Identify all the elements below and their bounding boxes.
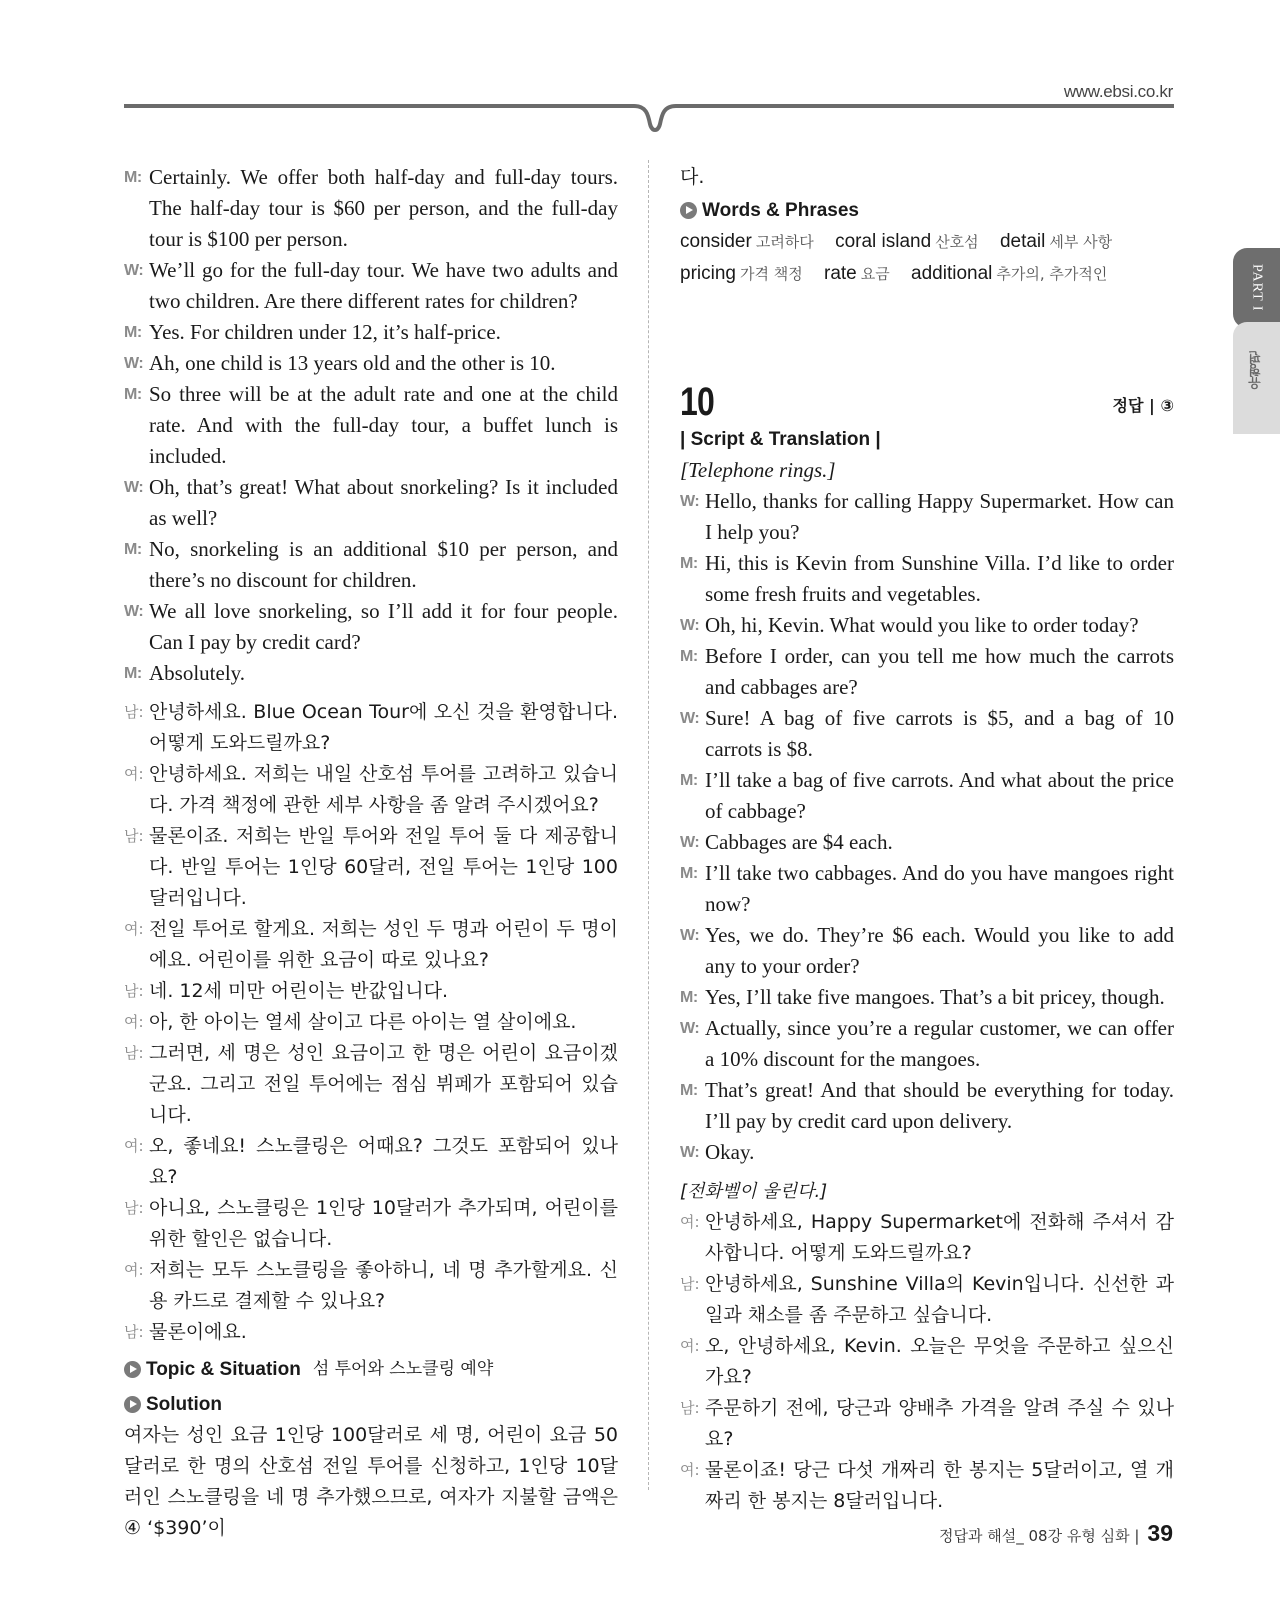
dialogue-turn: 남: 안녕하세요. Blue Ocean Tour에 오신 것을 환영합니다. 어떻게 도와드릴까요? (124, 701, 618, 754)
english-script (680, 486, 1174, 1168)
question-number: 10 (680, 380, 714, 424)
dialogue-turn: W: Okay. (680, 1140, 755, 1164)
dialogue-turn: M: So three will be at the adult rate and one at the child rate. And with the full-day tour, a buffet lunch is included. (124, 382, 618, 468)
site-url: www.ebsi.co.kr (1063, 82, 1173, 101)
side-tab-part[interactable]: PART I (1233, 248, 1280, 328)
dialogue-turn: 남: 주문하기 전에, 당근과 양배추 가격을 알려 주실 수 있나요? (680, 1397, 1174, 1450)
right-column (680, 162, 1174, 1517)
header-divider (124, 100, 1174, 140)
dialogue-turn: 남: 네. 12세 미만 어린이는 반값입니다. (124, 980, 449, 1002)
stage-direction: [Telephone rings.] (680, 458, 836, 482)
dialogue-turn: M: Certainly. We offer both half-day and full-day tours. The half-day tour is $60 per person, and the full-day tour is $100 per person. (124, 165, 618, 251)
solution-continuation: 다. (680, 166, 705, 188)
korean-translation (124, 697, 618, 1348)
stage-direction-ko: [전화벨이 울린다.] (680, 1181, 828, 1202)
topic-situation: Topic & Situation 섬 투어와 스노클링 예약 (124, 1354, 618, 1385)
dialogue-turn: 남: 안녕하세요, Sunshine Villa의 Kevin입니다. 신선한 과일과 채소를 좀 주문하고 싶습니다. (680, 1273, 1174, 1326)
dialogue-turn: 남: 아니요, 스노클링은 1인당 10달러가 추가되며, 어린이를 위한 할인은 없습니다. (124, 1197, 618, 1250)
answer-label: 정답 | ③ (1112, 396, 1174, 415)
dialogue-turn: W: Hello, thanks for calling Happy Supermarket. How can I help you? (680, 489, 1174, 544)
dialogue-turn: M: Absolutely. (124, 661, 246, 685)
korean-translation (680, 1207, 1174, 1517)
column-divider (648, 160, 649, 1490)
side-tabs (1233, 248, 1280, 434)
page-footer (939, 1520, 1173, 1547)
play-bullet-icon (124, 1396, 141, 1413)
dialogue-turn: M: Hi, this is Kevin from Sunshine Villa. I’d like to order some fresh fruits and vegetables. (680, 551, 1174, 606)
dialogue-turn: W: Actually, since you’re a regular customer, we can offer a 10% discount for the mangoes. (680, 1016, 1174, 1071)
dialogue-turn: 남: 그러면, 세 명은 성인 요금이고 한 명은 어린이 요금이겠군요. 그리고 전일 투어에는 점심 뷔페가 포함되어 있습니다. (124, 1042, 618, 1126)
dialogue-turn: M: I’ll take two cabbages. And do you have mangoes right now? (680, 861, 1174, 916)
left-column (124, 162, 618, 1544)
english-script (124, 162, 618, 689)
dialogue-turn: 여: 안녕하세요, Happy Supermarket에 전화해 주셔서 감사합니다. 어떻게 도와드릴까요? (680, 1211, 1174, 1264)
dialogue-turn: W: We’ll go for the full-day tour. We have two adults and two children. Are there different rates for children? (124, 258, 618, 313)
page-number: 39 (1147, 1520, 1173, 1546)
dialogue-turn: M: That’s great! And that should be everything for today. I’ll pay by credit card upon delivery. (680, 1078, 1174, 1133)
dialogue-turn: 여: 저희는 모두 스노클링을 좋아하니, 네 명 추가할게요. 신용 카드로 결제할 수 있나요? (124, 1259, 618, 1312)
dialogue-turn: 여: 안녕하세요. 저희는 내일 산호섬 투어를 고려하고 있습니다. 가격 책정에 관한 세부 사항을 좀 알려 주시겠어요? (124, 763, 618, 816)
side-tab-type[interactable]: 유형편 (1233, 322, 1280, 434)
dialogue-turn: M: Yes, I’ll take five mangoes. That’s a bit pricey, though. (680, 985, 1165, 1009)
dialogue-turn: W: Ah, one child is 13 years old and the other is 10. (124, 351, 556, 375)
dialogue-turn: 여: 아, 한 아이는 열세 살이고 다른 아이는 열 살이에요. (124, 1011, 577, 1033)
dialogue-turn: 여: 오, 안녕하세요, Kevin. 오늘은 무엇을 주문하고 싶으신가요? (680, 1335, 1174, 1388)
dialogue-turn: M: Before I order, can you tell me how much the carrots and cabbages are? (680, 644, 1174, 699)
dialogue-turn: M: I’ll take a bag of five carrots. And what about the price of cabbage? (680, 768, 1174, 823)
dialogue-turn: W: We all love snorkeling, so I’ll add it for four people. Can I pay by credit card? (124, 599, 618, 654)
dialogue-turn: M: Yes. For children under 12, it’s half-price. (124, 320, 501, 344)
dialogue-turn: W: Oh, that’s great! What about snorkeling? Is it included as well? (124, 475, 618, 530)
dialogue-turn: W: Sure! A bag of five carrots is $5, and a bag of 10 carrots is $8. (680, 706, 1174, 761)
solution-heading: Solution (124, 1389, 618, 1420)
vocabulary-list: consider 고려하다 coral island 산호섬 detail 세부 사항 pricing 가격 책정 rate 요금 additional 추가의, 추가적인 (680, 231, 1113, 284)
play-bullet-icon (680, 202, 697, 219)
dialogue-turn: W: Yes, we do. They’re $6 each. Would you like to add any to your order? (680, 923, 1174, 978)
dialogue-turn: W: Oh, hi, Kevin. What would you like to order today? (680, 613, 1139, 637)
dialogue-turn: 여: 물론이죠! 당근 다섯 개짜리 한 봉지는 5달러이고, 열 개짜리 한 봉지는 8달러입니다. (680, 1459, 1174, 1512)
dialogue-turn: 여: 오, 좋네요! 스노클링은 어때요? 그것도 포함되어 있나요? (124, 1135, 618, 1188)
play-bullet-icon (124, 1361, 141, 1378)
dialogue-turn: 남: 물론이죠. 저희는 반일 투어와 전일 투어 둘 다 제공합니다. 반일 투어는 1인당 60달러, 전일 투어는 1인당 100달러입니다. (124, 825, 618, 909)
dialogue-turn: W: Cabbages are $4 each. (680, 830, 893, 854)
question-header (680, 380, 1174, 424)
dialogue-turn: 여: 전일 투어로 할게요. 저희는 성인 두 명과 어린이 두 명이에요. 어린이를 위한 요금이 따로 있나요? (124, 918, 618, 971)
script-heading: | Script & Translation | (680, 429, 881, 450)
solution-text: 여자는 성인 요금 1인당 100달러로 세 명, 어린이 요금 50달러로 한 명의 산호섬 전일 투어를 신청하고, 1인당 10달러인 스노클링을 네 명 추가했으므로, 여자가 지불할 금액은 ④ ‘$390’이 (124, 1424, 618, 1539)
words-phrases-heading: Words & Phrases (680, 195, 1174, 226)
footer-section-title: 정답과 해설_ 08강 유형 심화 | (939, 1527, 1140, 1545)
dialogue-turn: M: No, snorkeling is an additional $10 per person, and there’s no discount for children. (124, 537, 618, 592)
dialogue-turn: 남: 물론이에요. (124, 1321, 247, 1343)
